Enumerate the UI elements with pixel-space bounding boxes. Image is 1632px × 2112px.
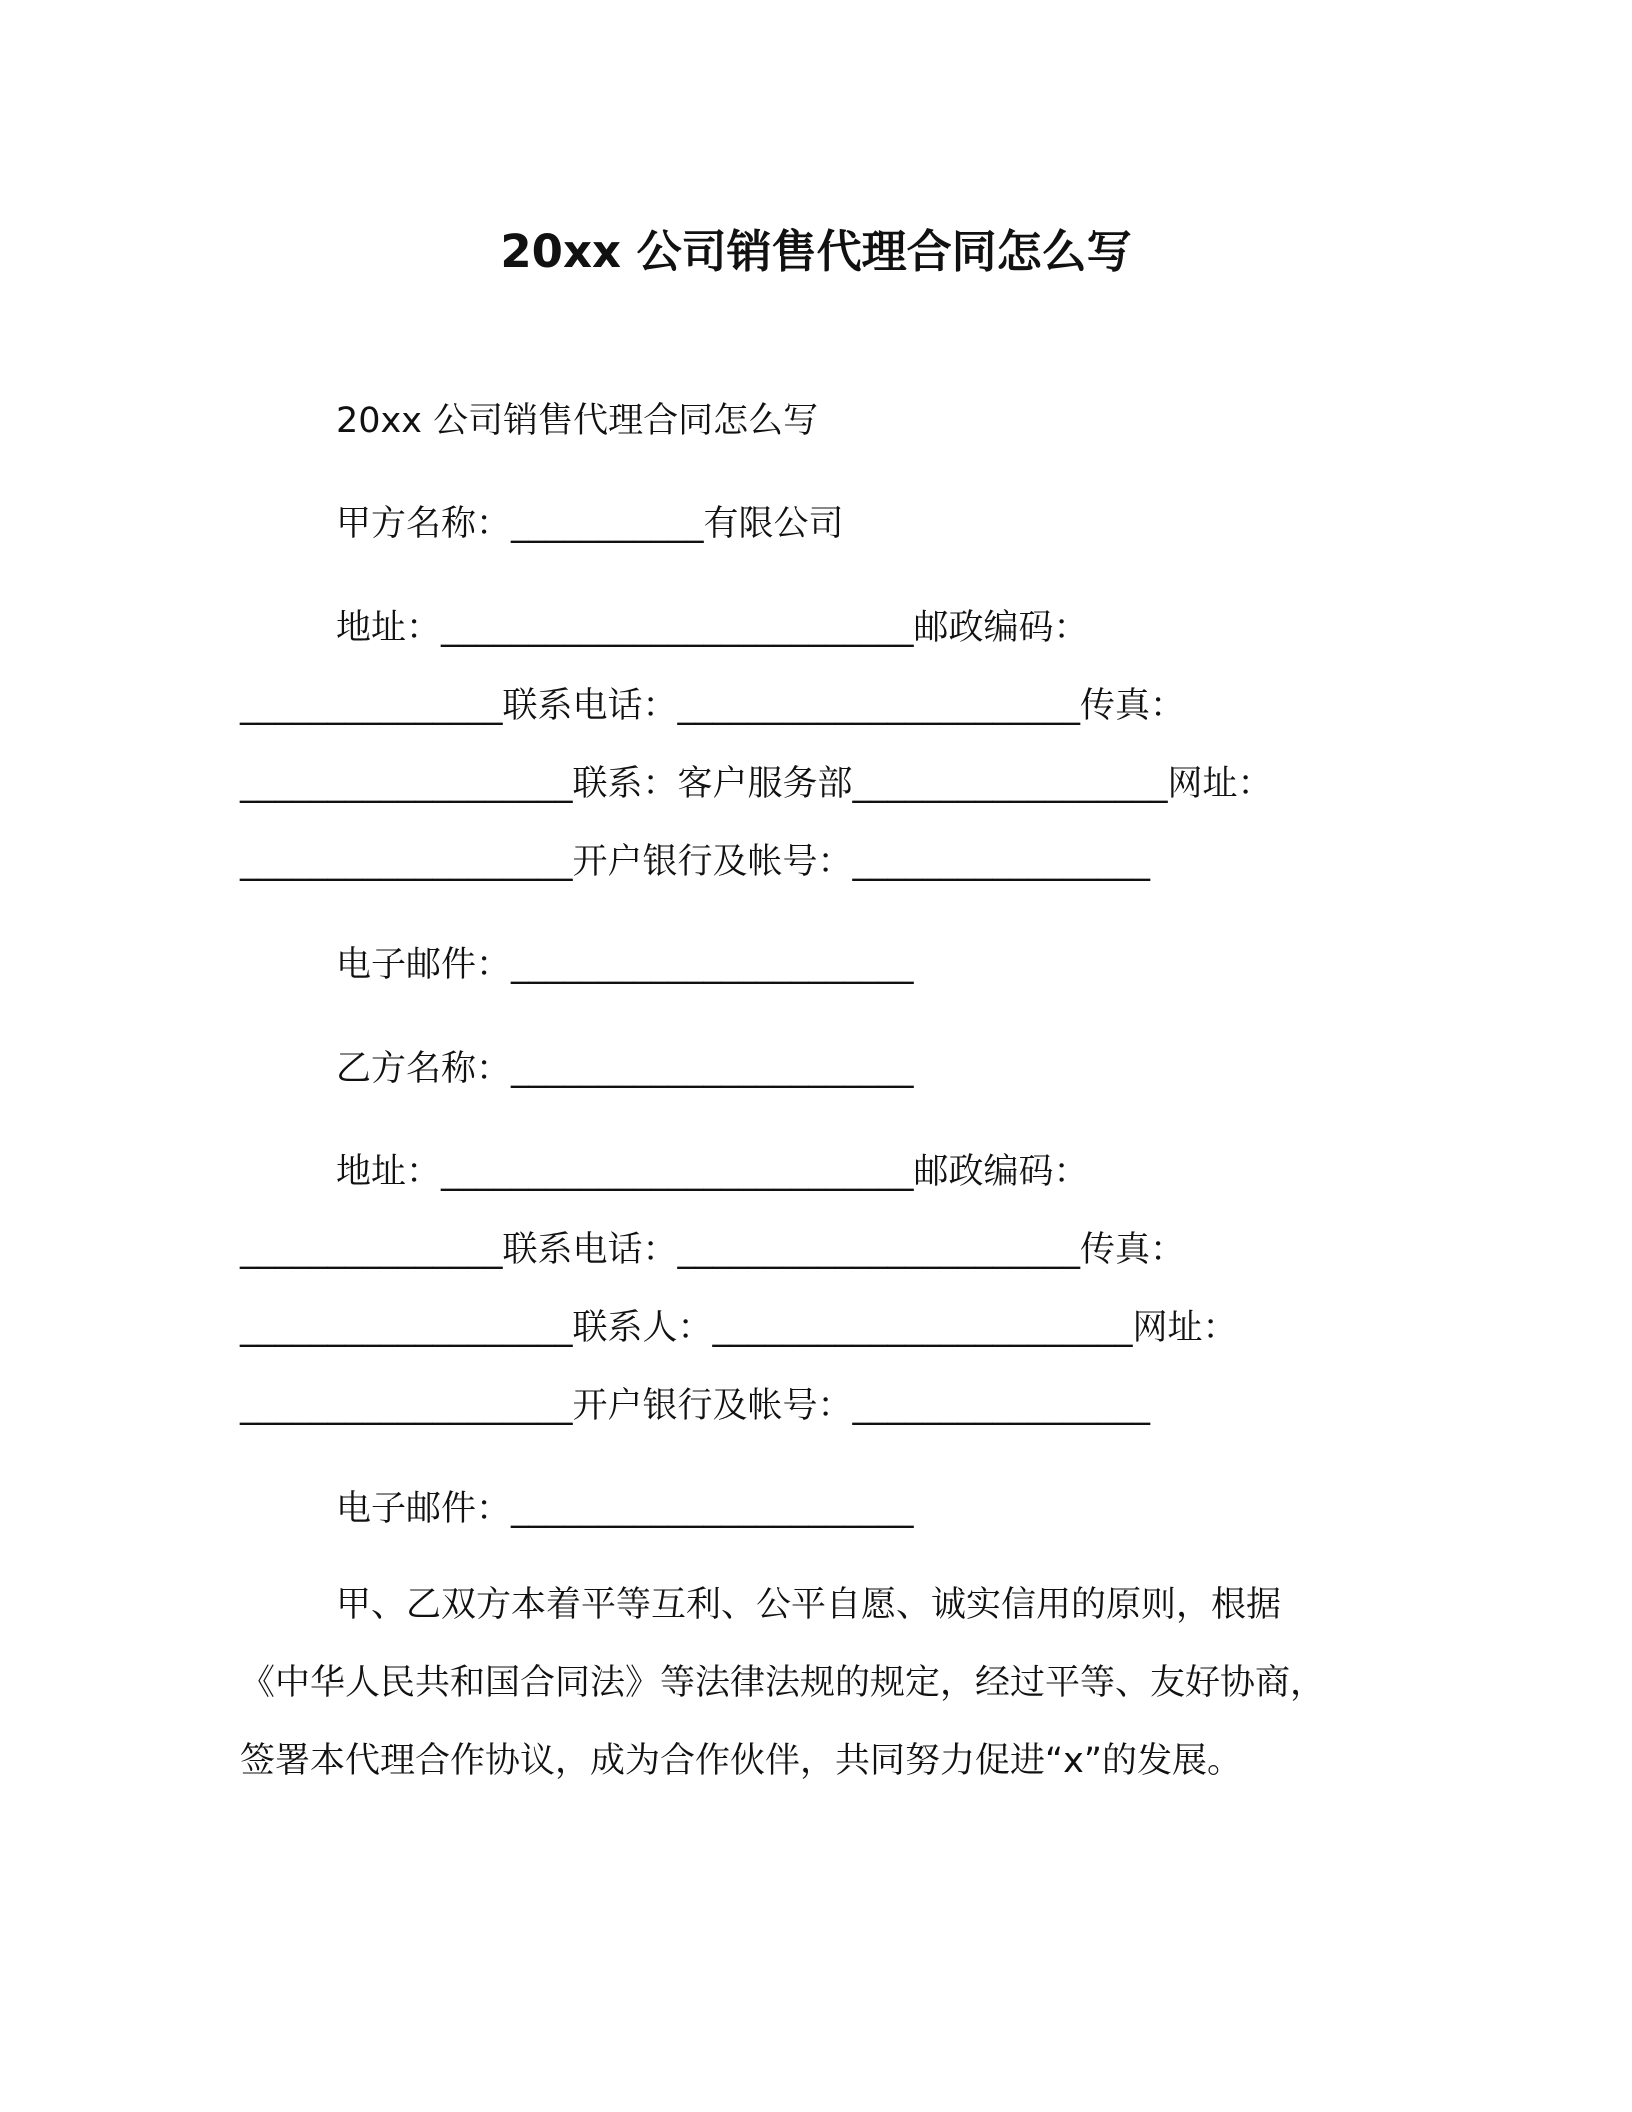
party-b-address-line: 地址：___________________________邮政编码： (336, 1152, 1089, 1192)
party-b-name-line: 乙方名称：_______________________ (336, 1049, 914, 1089)
party-b-email-line: 电子邮件：_______________________ (336, 1489, 914, 1529)
preamble-paragraph (240, 1580, 1400, 1814)
document-title: 20xx 公司销售代理合同怎么写 (500, 225, 1132, 278)
party-a-email-line: 电子邮件：_______________________ (336, 945, 914, 985)
party-b-contact-line: ___________________联系人：________________________网址： (240, 1308, 1238, 1348)
preamble-line: 《中华人民共和国合同法》等法律法规的规定，经过平等、友好协商， (240, 1663, 1326, 1703)
party-a-contact-line: ___________________联系：客户服务部__________________网址： (240, 764, 1273, 804)
party-a-bank-line: ___________________开户银行及帐号：_________________ (240, 842, 1151, 882)
party-a-name-line: 甲方名称：___________有限公司 (336, 504, 844, 544)
party-b-phone-line: _______________联系电话：_______________________传真： (240, 1230, 1186, 1270)
party-a-phone-line: _______________联系电话：_______________________传真： (240, 686, 1186, 726)
party-a-address-line: 地址：___________________________邮政编码： (336, 608, 1089, 648)
party-b-bank-line: ___________________开户银行及帐号：_________________ (240, 1386, 1151, 1426)
preamble-line: 签署本代理合作协议，成为合作伙伴，共同努力促进“x”的发展。 (240, 1741, 1242, 1781)
subtitle-line: 20xx 公司销售代理合同怎么写 (336, 401, 819, 441)
preamble-line: 甲、乙双方本着平等互利、公平自愿、诚实信用的原则，根据 (336, 1585, 1282, 1625)
